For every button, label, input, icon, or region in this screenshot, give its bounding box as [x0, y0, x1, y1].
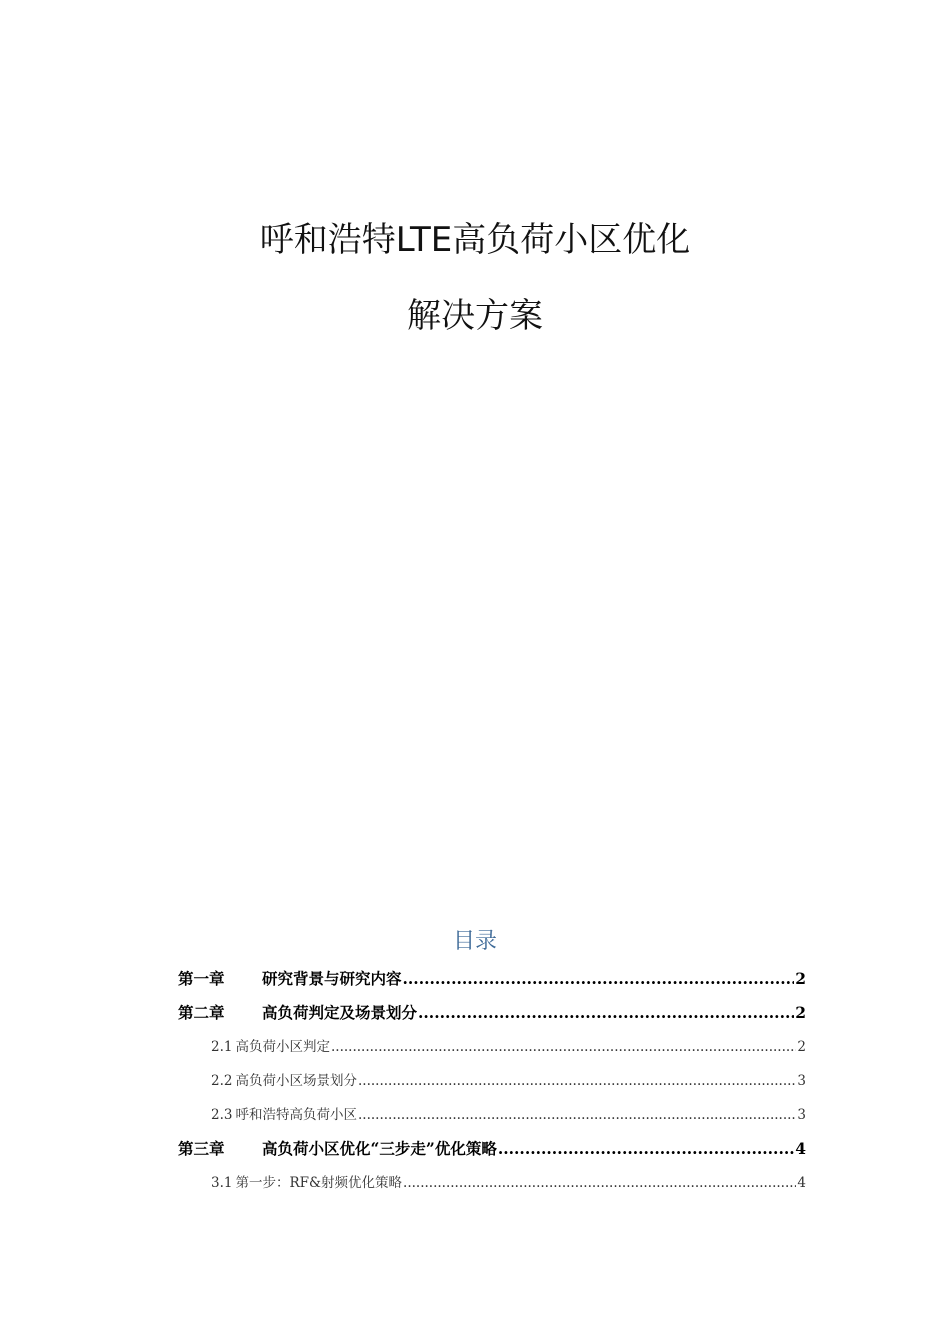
toc-entry-number: 2.1 — [211, 1039, 233, 1055]
toc-entry-number: 第一章 — [178, 969, 225, 988]
toc-entry-number: 3.1 — [211, 1175, 233, 1191]
document-title-line-1: 呼和浩特LTE高负荷小区优化 — [259, 220, 691, 260]
toc-leader-dots — [403, 962, 795, 996]
toc-leader-dots — [418, 996, 794, 1030]
toc-entry-page: 2 — [795, 969, 806, 988]
toc-entry-page: 2 — [797, 1039, 806, 1055]
toc-entry-number: 2.3 — [211, 1107, 233, 1123]
toc-entry-page: 3 — [797, 1107, 806, 1123]
table-of-contents — [178, 962, 806, 1200]
toc-entry-page: 2 — [795, 1003, 806, 1022]
toc-entry-text: 第一步：RF&射频优化策略 — [235, 1175, 403, 1191]
toc-entry-text: 高负荷小区判定 — [235, 1039, 330, 1055]
toc-entry-chapter-1[interactable] — [178, 962, 806, 996]
toc-entry-text: 研究背景与研究内容 — [262, 969, 402, 988]
toc-entry-section-2-1[interactable] — [178, 1030, 806, 1064]
toc-entry-chapter-3[interactable] — [178, 1132, 806, 1166]
toc-entry-text: 高负荷小区场景划分 — [235, 1073, 357, 1089]
toc-leader-dots — [358, 1064, 796, 1098]
toc-leader-dots — [498, 1132, 794, 1166]
toc-entry-page: 3 — [797, 1073, 806, 1089]
toc-entry-section-2-3[interactable] — [178, 1098, 806, 1132]
toc-heading: 目录 — [452, 929, 497, 954]
toc-entry-section-2-2[interactable] — [178, 1064, 806, 1098]
toc-leader-dots — [331, 1030, 796, 1064]
toc-entry-page: 4 — [795, 1139, 806, 1158]
toc-entry-chapter-2[interactable] — [178, 996, 806, 1030]
toc-entry-section-3-1[interactable] — [178, 1166, 806, 1200]
toc-leader-dots — [358, 1098, 796, 1132]
toc-entry-page: 4 — [797, 1175, 806, 1191]
toc-entry-text: 高负荷小区优化“三步走”优化策略 — [262, 1139, 497, 1158]
toc-entry-number: 2.2 — [211, 1073, 233, 1089]
toc-leader-dots — [403, 1166, 796, 1200]
toc-entry-text: 高负荷判定及场景划分 — [262, 1003, 418, 1022]
document-title-line-2: 解决方案 — [407, 296, 543, 336]
toc-entry-number: 第二章 — [178, 1003, 225, 1022]
toc-entry-number: 第三章 — [178, 1139, 225, 1158]
toc-entry-text: 呼和浩特高负荷小区 — [235, 1107, 357, 1123]
